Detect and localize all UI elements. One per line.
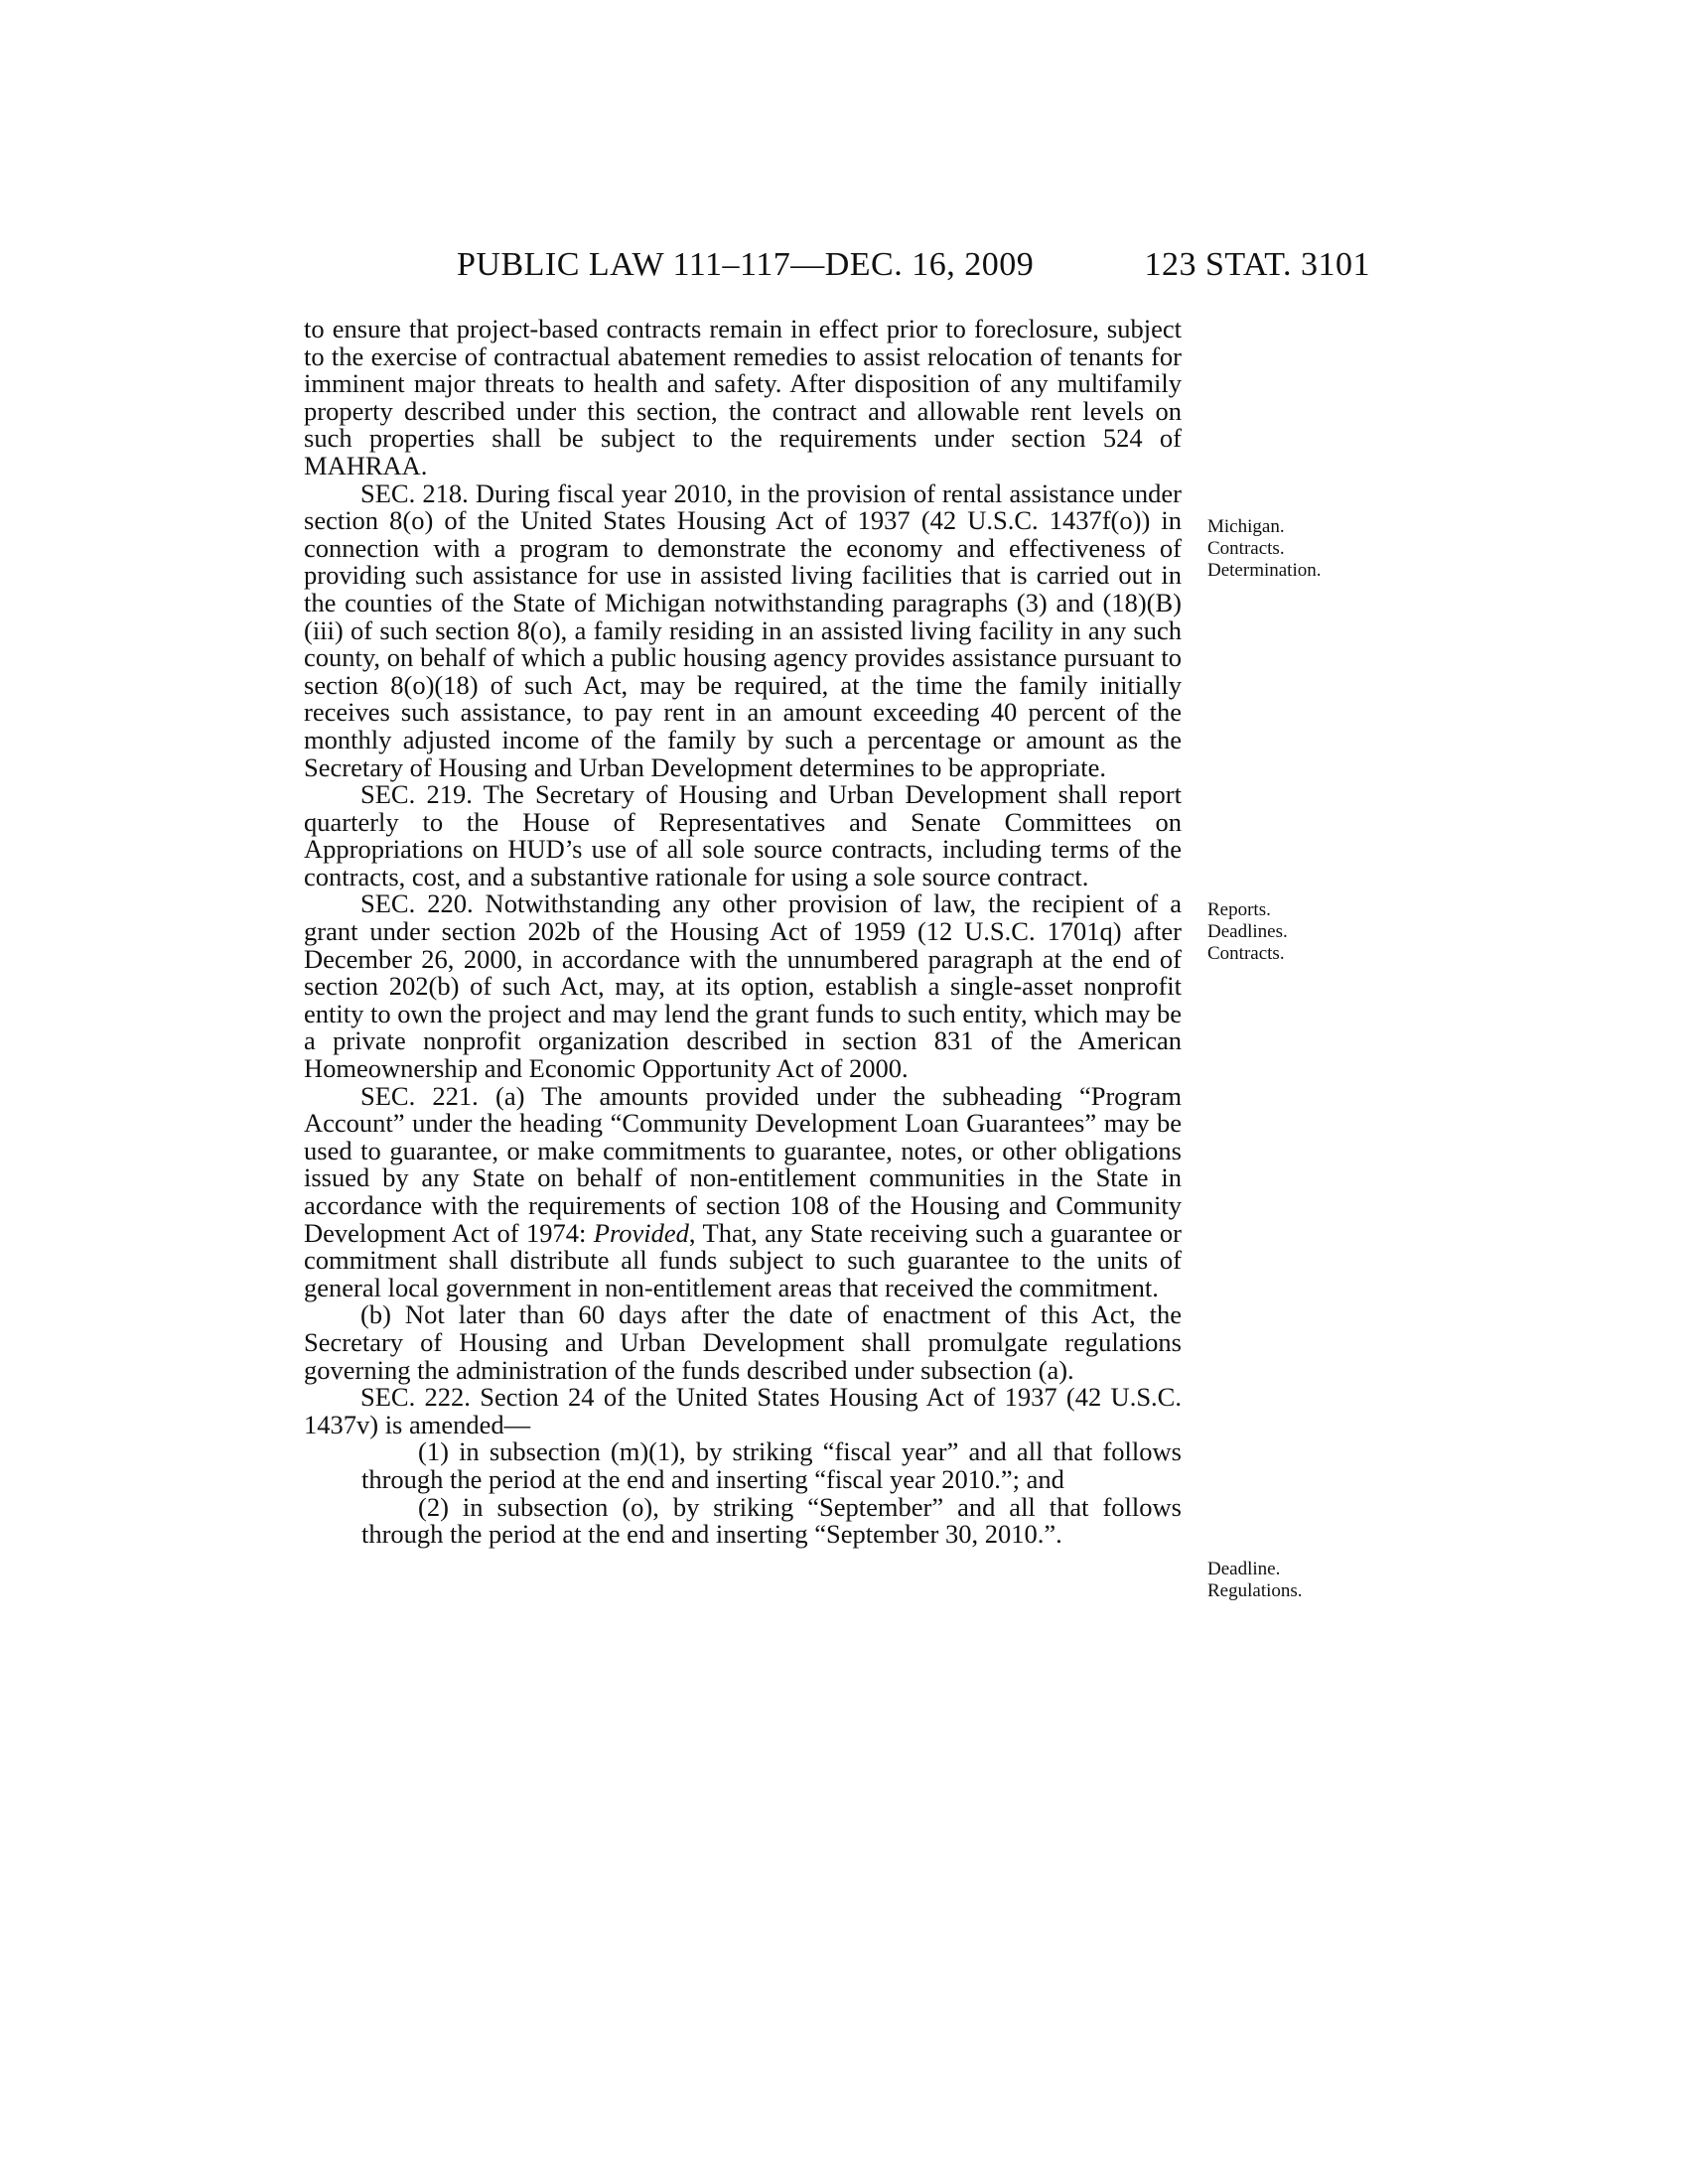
amendment-item-1: (1) in subsection (m)(1), by striking “fiscal year” and all that follows through the period at the end and inserting “fiscal year 2010.”; and: [361, 1436, 1182, 1494]
section-219: [304, 781, 1182, 890]
section-220-text: Notwithstanding any other provision of law, the recipient of a grant under section 202b of the Housing Act of 1959 (12 U.S.C. 1701q) after December 26, 2000, in accordance with the unnumbered paragraph at the end of section 202(b) of such Act, may, at its option, establish a single-asset nonprofit entity to own the project and may lend the grant funds to such entity, which may be a private nonprofit organization described in section 831 of the American Homeownership and Economic Opportunity Act of 2000.: [304, 888, 1182, 1084]
margin-note-section-218: [1207, 516, 1406, 582]
section-221-a: [304, 1080, 1182, 1302]
margin-note-line: Reports.: [1207, 899, 1271, 920]
section-220: [304, 890, 1182, 1082]
margin-note-line: Contracts.: [1207, 538, 1285, 559]
margin-note-line: Deadline.: [1207, 1559, 1281, 1579]
margin-note-line: Michigan.: [1207, 516, 1285, 537]
margin-note-line: Determination.: [1207, 560, 1322, 581]
margin-note-section-219: [1207, 899, 1406, 965]
section-218-text: During fiscal year 2010, in the provision of rental assistance under section 8(o) of the United States Housing Act of 1937 (42 U.S.C. 1437f(o)) in connection with a program to demonstrate the economy and effectiveness of providing such assistance for use in assisted living facilities that is carried out in the counties of the State of Michigan notwithstanding paragraphs (3) and (18)(B)(iii) of such section 8(o), a family residing in an assisted living facility in any such county, on behalf of which a public housing agency provides assistance pursuant to section 8(o)(18) of such Act, may be required, at the time the family initially receives such assistance, to pay rent in an amount exceeding 40 percent of the monthly adjusted income of the family by such a percentage or amount as the Secretary of Housing and Urban Development determines to be appropriate.: [304, 478, 1182, 782]
section-221-a-text-continued: , That, any State receiving such a guarantee or commitment shall distribute all funds subject to such guarantee to the units of general local government in non-entitlement areas that received the commitment.: [304, 1217, 1182, 1302]
section-222: [304, 1384, 1182, 1438]
section-221-label: SEC. 221.: [360, 1080, 479, 1111]
section-218-label: SEC. 218.: [360, 478, 469, 508]
section-222-label: SEC. 222.: [360, 1382, 471, 1413]
section-218: [304, 480, 1182, 782]
section-221-a-text: (a) The amounts provided under the subheading “Program Account” under the heading “Community Development Loan Guarantees” may be used to guarantee, or make commitments to guarantee, notes, or other obligations issued by any State on behalf of non-entitlement communities in the State in accordance with the requirements of section 108 of the Housing and Community Development Act of 1974:: [304, 1080, 1182, 1248]
section-219-text: The Secretary of Housing and Urban Development shall report quarterly to the House of Representatives and Senate Committees on Appropriations on HUD’s use of all sole source contracts, including terms of the contracts, cost, and a substantive rationale for using a sole source contract.: [304, 779, 1182, 891]
page-header-stat-reference: 123 STAT. 3101: [1144, 246, 1370, 283]
section-220-label: SEC. 220.: [360, 888, 474, 919]
continued-paragraph: to ensure that project-based contracts remain in effect prior to foreclosure, subject to the exercise of contractual abatement remedies to assist relocation of tenants for imminent major threats to health and safety. After disposition of any multifamily property described under this section, the contract and allowable rent levels on such properties shall be subject to the requirements under section 524 of MAHRAA.: [304, 314, 1182, 480]
margin-note-line: Deadlines.: [1207, 921, 1288, 942]
margin-note-line: Regulations.: [1207, 1580, 1303, 1601]
page-header-title: PUBLIC LAW 111–117—DEC. 16, 2009: [457, 246, 1035, 283]
section-219-label: SEC. 219.: [360, 779, 473, 810]
statute-body: [304, 316, 1182, 1549]
running-head: [298, 246, 1370, 286]
section-221-b: (b) Not later than 60 days after the date of enactment of this Act, the Secretary of Housing and Urban Development shall promulgate regulations governing the administration of the funds described under subsection (a).: [304, 1299, 1182, 1385]
section-222-text: Section 24 of the United States Housing Act of 1937 (42 U.S.C. 1437v) is amended—: [304, 1382, 1182, 1439]
amendment-item-2: (2) in subsection (o), by striking “September” and all that follows through the period at the end and inserting “September 30, 2010.”.: [361, 1491, 1182, 1550]
provided-term: Provided: [593, 1217, 689, 1248]
margin-note-section-221-b: [1207, 1559, 1406, 1602]
margin-note-line: Contracts.: [1207, 943, 1285, 964]
